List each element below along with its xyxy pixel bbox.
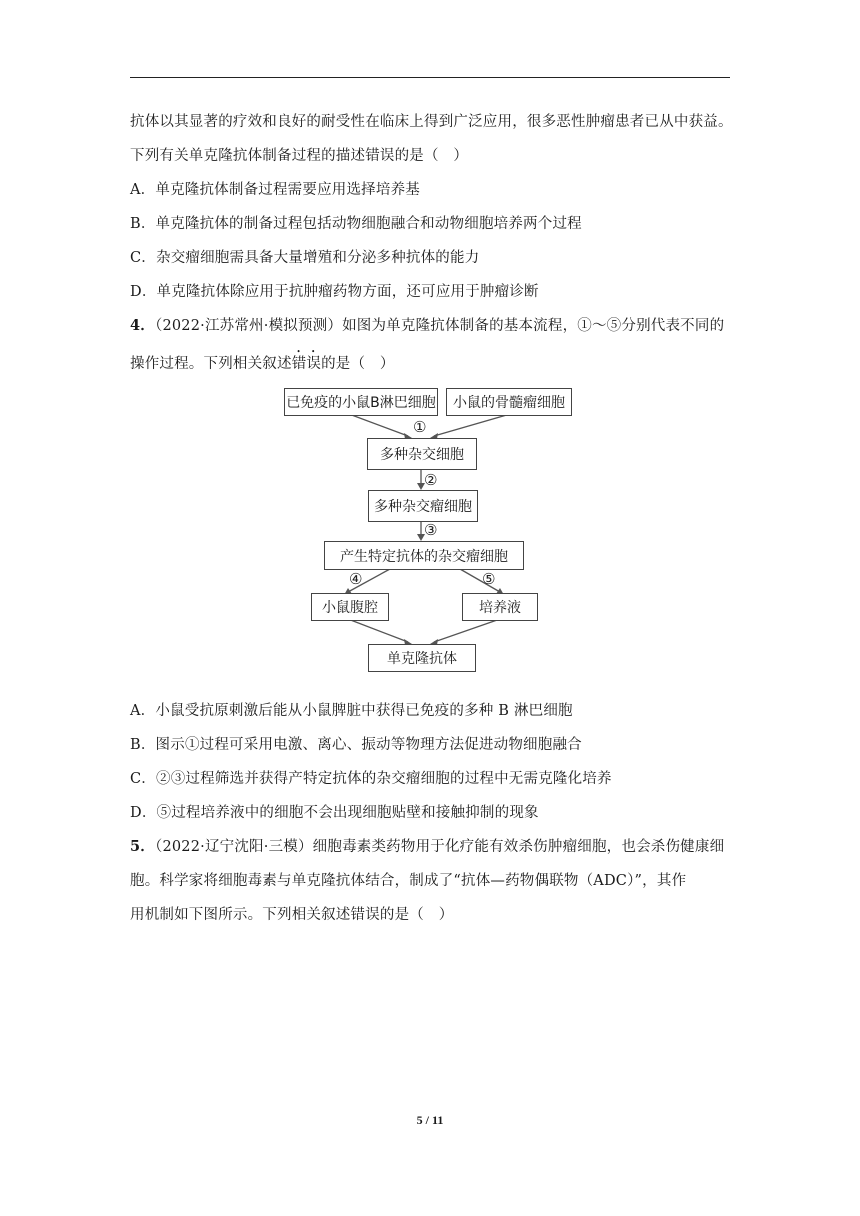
- option-a: A．小鼠受抗原刺激后能从小鼠脾脏中获得已免疫的多种 B 淋巴细胞: [130, 703, 573, 719]
- question-4-line2: [130, 348, 395, 373]
- step-label: ①: [413, 418, 427, 436]
- connector-line: [434, 619, 500, 642]
- box-b-lymphocyte: 已免疫的小鼠B淋巴细胞: [284, 388, 438, 416]
- question-stem: 下列有关单克隆抗体制备过程的描述错误的是（ ）: [130, 148, 469, 164]
- step-label: ③: [424, 521, 438, 539]
- flowchart-connectors: [280, 383, 600, 673]
- option-b: B．图示①过程可采用电激、离心、振动等物理方法促进动物细胞融合: [130, 737, 582, 753]
- step-label: ④: [349, 570, 363, 588]
- box-monoclonal-antibody: 单克隆抗体: [368, 644, 476, 672]
- header-rule: [130, 77, 730, 78]
- question-5-line3: 用机制如下图所示。下列相关叙述错误的是（ ）: [130, 907, 454, 923]
- connector-line: [434, 414, 510, 436]
- question-text: 操作过程。下列相关叙述: [130, 356, 292, 372]
- box-hybrid-cells: 多种杂交细胞: [367, 438, 477, 470]
- box-myeloma-cell: 小鼠的骨髓瘤细胞: [446, 388, 572, 416]
- connector-line: [348, 619, 408, 642]
- page-number: 5 / 11: [416, 1113, 444, 1127]
- option-b: B．单克隆抗体的制备过程包括动物细胞融合和动物细胞培养两个过程: [130, 216, 582, 232]
- text-line: 抗体以其显著的疗效和良好的耐受性在临床上得到广泛应用，很多恶性肿瘤患者已从中获益。: [130, 114, 733, 130]
- emphasized-text: 错误: [291, 356, 322, 372]
- option-d: D．⑤过程培养液中的细胞不会出现细胞贴壁和接触抑制的现象: [130, 805, 539, 821]
- flowchart: [280, 383, 600, 673]
- step-label: ②: [424, 471, 438, 489]
- question-5-line2: 胞。科学家将细胞毒素与单克隆抗体结合，制成了“抗体—药物偶联物（ADC）”，其作: [130, 873, 687, 889]
- box-specific-hybridoma: 产生特定抗体的杂交瘤细胞: [324, 541, 524, 570]
- question-5-line1: [130, 835, 724, 856]
- question-text: （2022·辽宁沈阳·三模）细胞毒素类药物用于化疗能有效杀伤肿瘤细胞，也会杀伤健康细: [155, 839, 725, 855]
- question-text: （2022·江苏常州·模拟预测）如图为单克隆抗体制备的基本流程，①～⑤分别代表不同的: [155, 318, 725, 334]
- box-peritoneal-cavity: 小鼠腹腔: [311, 593, 389, 621]
- box-hybridoma-cells: 多种杂交瘤细胞: [368, 490, 478, 522]
- option-d: D．单克隆抗体除应用于抗肿瘤药物方面，还可应用于肿瘤诊断: [130, 284, 539, 300]
- step-label: ⑤: [482, 570, 496, 588]
- option-a: A．单克隆抗体制备过程需要应用选择培养基: [130, 182, 420, 198]
- question-number: 4．: [130, 317, 155, 334]
- box-culture-medium: 培养液: [462, 593, 538, 621]
- question-4-line1: [130, 314, 724, 335]
- question-text: 的是（ ）: [321, 356, 395, 372]
- option-c: C．杂交瘤细胞需具备大量增殖和分泌多种抗体的能力: [130, 250, 480, 266]
- question-number: 5．: [130, 838, 155, 855]
- connector-line: [349, 414, 408, 436]
- option-c: C．②③过程筛选并获得产特定抗体的杂交瘤细胞的过程中无需克隆化培养: [130, 771, 612, 787]
